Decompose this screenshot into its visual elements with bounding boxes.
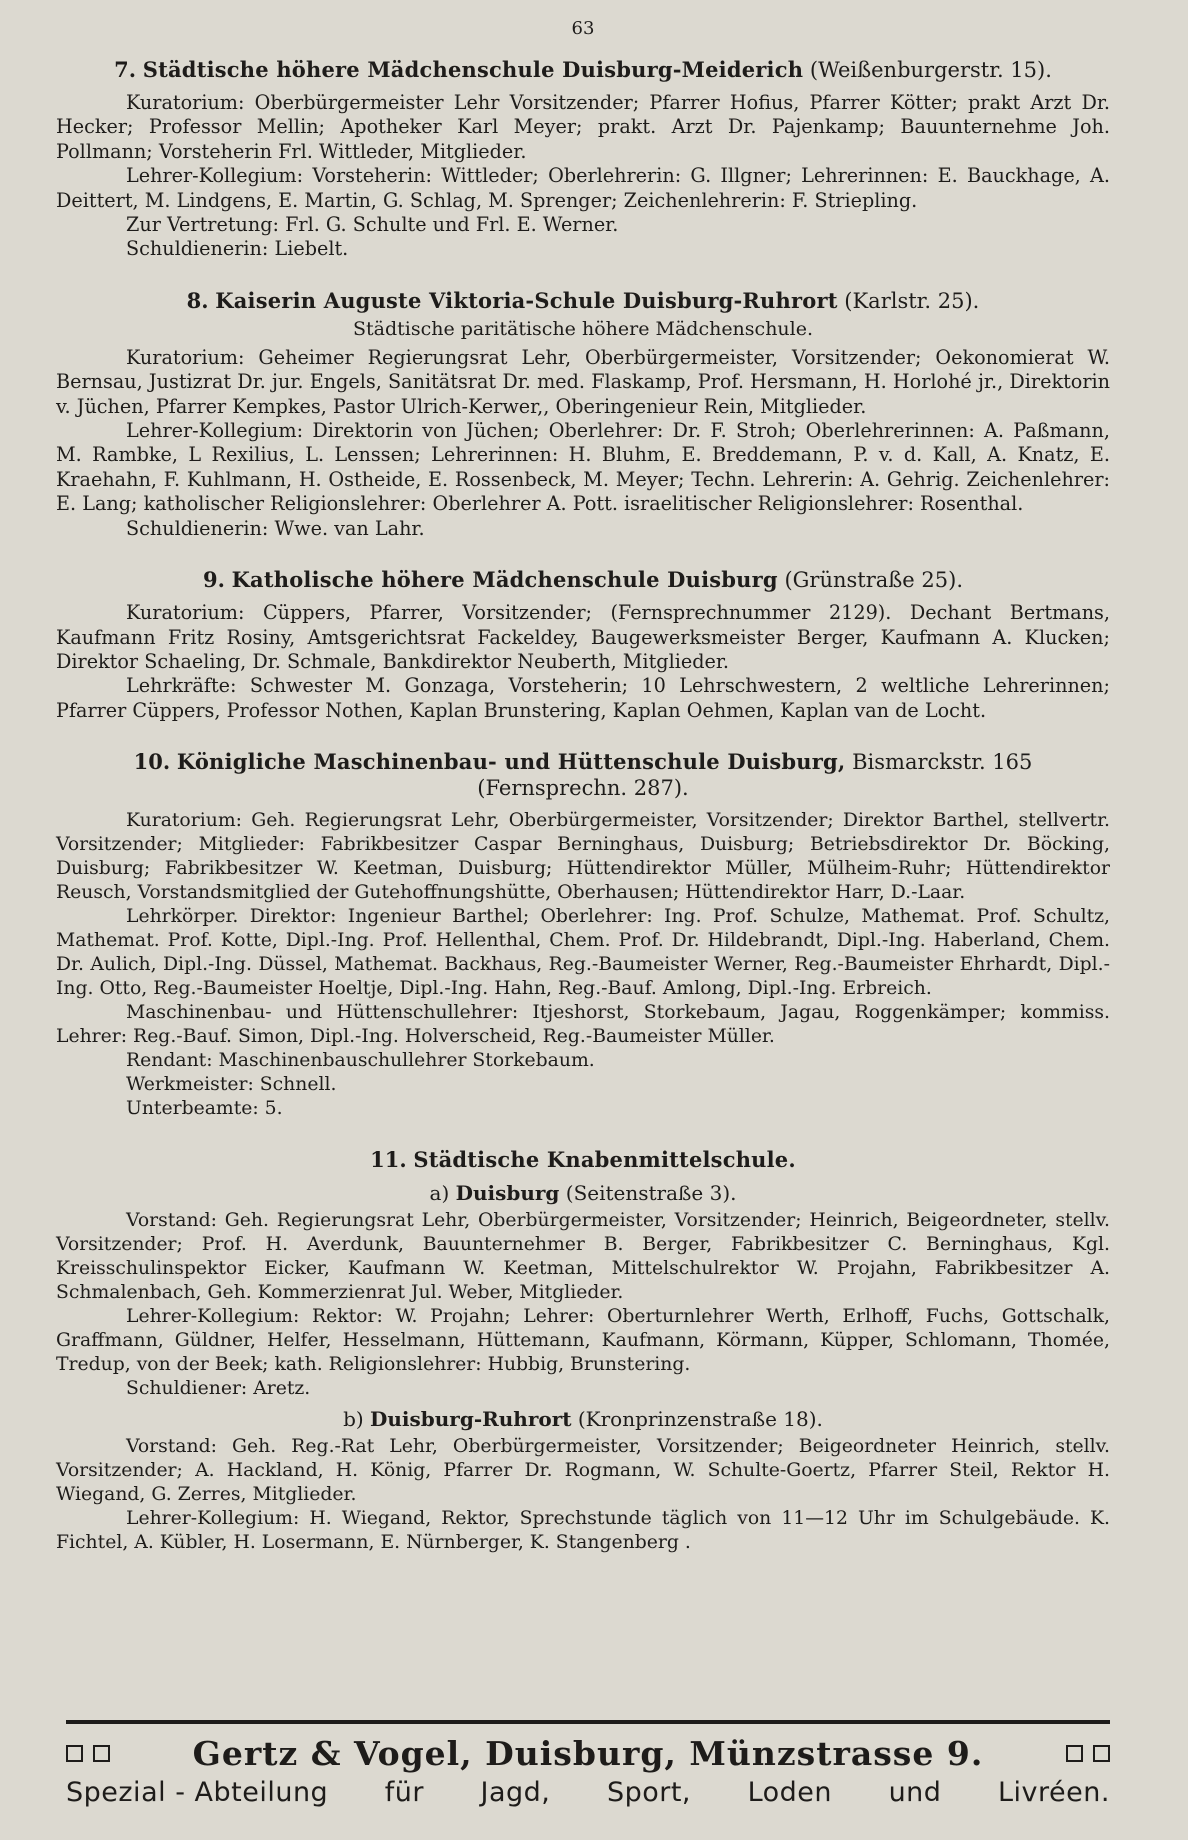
school-address: (Grünstraße 25). bbox=[784, 568, 964, 593]
subsection-name: Duisburg bbox=[455, 1181, 560, 1206]
section-8 bbox=[56, 288, 1110, 541]
schuldienerin-paragraph: Schuldienerin: Wwe. van Lahr. bbox=[126, 516, 425, 540]
kollegium-paragraph: Lehrer-Kollegium: Rektor: W. Projahn; Lehrer: Oberturnlehrer Werth, Erlhoff, Fuchs, Gottschalk, Graffmann, Güldner, Helfer, Hesselmann, Hüttemann, Kaufmann, Körmann, Küpper, Schlomann, Thomée, Tredup, von der Beek; kath. Religionslehrer: Hubbig, Brunstering. bbox=[56, 1306, 1110, 1376]
section-11 bbox=[56, 1147, 1110, 1555]
section-9 bbox=[56, 567, 1110, 723]
square-ornament-icon bbox=[1093, 1745, 1110, 1762]
tagline-word: Loden bbox=[747, 1777, 833, 1808]
school-name: Katholische höhere Mädchenschule Duisburg bbox=[231, 567, 778, 593]
section-number: 10. bbox=[133, 749, 171, 775]
subsection-a-heading bbox=[56, 1181, 1110, 1205]
section-number: 7. bbox=[114, 57, 137, 82]
advertisement-headline bbox=[66, 1734, 1110, 1773]
subsection-name: Duisburg-Ruhrort bbox=[370, 1407, 572, 1432]
box-ornaments-left bbox=[66, 1745, 110, 1762]
page-number: 63 bbox=[571, 18, 595, 39]
kuratorium-paragraph: Kuratorium: Oberbürgermeister Lehr Vorsitzender; Pfarrer Hofius, Pfarrer Kötter; prakt Arzt Dr. Hecker; Professor Mellin; Apotheker Karl Meyer; prakt. Arzt Dr. Pajenkamp; Bauunternehme Joh. Pollmann; Vorsteherin Frl. Wittleder, Mitglieder. bbox=[56, 91, 1110, 163]
school-address: Bismarckstr. 165 (Fernsprechn. 287). bbox=[477, 750, 1033, 801]
schuldienerin-paragraph: Schuldienerin: Liebelt. bbox=[126, 237, 349, 261]
school-name: Städtische höhere Mädchenschule Duisburg-Meiderich bbox=[142, 57, 804, 82]
schuldiener-paragraph: Schuldiener: Aretz. bbox=[126, 1378, 311, 1400]
advertisement-tagline bbox=[66, 1777, 1110, 1808]
werkmeister-paragraph: Werkmeister: Schnell. bbox=[126, 1074, 337, 1096]
school-name: Kaiserin Auguste Viktoria-Schule Duisburg-Ruhrort bbox=[215, 287, 838, 313]
kuratorium-paragraph: Kuratorium: Geh. Regierungsrat Lehr, Oberbürgermeister, Vorsitzender; Direktor Barthel, stellvertr. Vorsitzender; Mitglieder: Fabrikbesitzer Caspar Berninghaus, Duisburg; Betriebsdirektor Dr. Böcking, Duisburg; Fabrikbesitzer W. Keetman, Duisburg; Hüttendirektor Müller, Mülheim-Ruhr; Hüttendirektor Reusch, Vorstandsmitglied der Gutehoffnungshütte, Oberhausen; Hüttendirektor Harr, D.-Laar. bbox=[56, 810, 1110, 904]
section-8-heading bbox=[56, 288, 1110, 314]
advertiser-name: Gertz & Vogel, Duisburg, Münzstrasse 9. bbox=[192, 1734, 984, 1773]
subsection-label: a) bbox=[429, 1181, 450, 1206]
square-ornament-icon bbox=[93, 1745, 110, 1762]
tagline-word: Jagd, bbox=[480, 1777, 551, 1808]
tagline-word: Livréen. bbox=[997, 1777, 1110, 1808]
lehrkoerper-paragraph: Lehrkörper. Direktor: Ingenieur Barthel; Oberlehrer: Ing. Prof. Schulze, Mathemat. Prof. Schultz, Mathemat. Prof. Kotte, Dipl.-Ing. Prof. Hellenthal, Chem. Prof. Dr. Hildebrandt, Dipl.-Ing. Haberland, Chem. Dr. Aulich, Dipl.-Ing. Düssel, Mathemat. Backhaus, Reg.-Baumeister Werner, Reg.-Baumeister Ehrhardt, Dipl.-Ing. Otto, Reg.-Baumeister Hoeltje, Dipl.-Ing. Hahn, Reg.-Bauf. Amlong, Dipl.-Ing. Erbreich. bbox=[56, 906, 1110, 1000]
section-7-heading bbox=[56, 57, 1110, 83]
kuratorium-paragraph: Kuratorium: Cüppers, Pfarrer, Vorsitzender; (Fernsprechnummer 2129). Dechant Bertmans, Kaufmann Fritz Rosiny, Amtsgerichtsrat Fackeldey, Baugewerksmeister Berger, Kaufmann A. Klucken; Direktor Schaeling, Dr. Schmale, Bankdirektor Neuberth, Mitglieder. bbox=[56, 601, 1110, 673]
school-address: (Weißenburgerstr. 15). bbox=[809, 58, 1052, 82]
school-name: Königliche Maschinenbau- und Hüttenschule Duisburg, bbox=[176, 749, 846, 775]
school-address: (Karlstr. 25). bbox=[844, 288, 980, 313]
school-subtitle: Städtische paritätische höhere Mädchenschule. bbox=[352, 317, 814, 340]
section-10-heading bbox=[56, 749, 1110, 801]
section-number: 8. bbox=[186, 287, 209, 313]
kuratorium-paragraph: Kuratorium: Geheimer Regierungsrat Lehr, Oberbürgermeister, Vorsitzender; Oekonomierat W. Bernsau, Justizrat Dr. jur. Engels, Sanitätsrat Dr. med. Flaskamp, Prof. Hersmann, H. Horlohé jr., Direktorin v. Jüchen, Pfarrer Kempkes, Pastor Ulrich-Kerwer,, Oberingenieur Rein, Mitglieder. bbox=[56, 345, 1110, 418]
section-number: 11. bbox=[370, 1147, 407, 1173]
kollegium-paragraph: Lehrer-Kollegium: Direktorin von Jüchen; Oberlehrer: Dr. F. Stroh; Oberlehrerinnen: A. Paßmann, M. Rambke, L Rexilius, L. Lenssen; Lehrerinnen: H. Bluhm, E. Breddemann, P. v. d. Kall, A. Knatz, E. Kraehahn, F. Kuhlmann, H. Ostheide, E. Rossenbeck, M. Meyer; Techn. Lehrerin: A. Gehrig. Zeichenlehrer: E. Lang; katholischer Religionslehrer: Oberlehrer A. Pott. israelitischer Religionslehrer: Rosenthal. bbox=[56, 419, 1110, 516]
lehrkraefte-paragraph: Lehrkräfte: Schwester M. Gonzaga, Vorsteherin; 10 Lehrschwestern, 2 weltliche Lehrerinnen; Pfarrer Cüppers, Professor Nothen, Kaplan Brunstering, Kaplan Oehmen, Kaplan van de Locht. bbox=[56, 674, 1110, 722]
section-7 bbox=[56, 57, 1110, 262]
maschinenbau-paragraph: Maschinenbau- und Hüttenschullehrer: Itjeshorst, Storkebaum, Jagau, Roggenkämper; kommiss. Lehrer: Reg.-Bauf. Simon, Dipl.-Ing. Holverscheid, Reg.-Baumeister Müller. bbox=[56, 1002, 1110, 1048]
square-ornament-icon bbox=[1066, 1745, 1083, 1762]
tagline-word: und bbox=[888, 1777, 942, 1808]
section-11-heading bbox=[56, 1147, 1110, 1173]
subsection-address: (Kronprinzenstraße 18). bbox=[577, 1407, 823, 1432]
rendant-paragraph: Rendant: Maschinenbauschullehrer Storkebaum. bbox=[126, 1050, 595, 1072]
square-ornament-icon bbox=[66, 1745, 83, 1762]
unterbeamte-paragraph: Unterbeamte: 5. bbox=[126, 1098, 283, 1120]
advertisement bbox=[66, 1720, 1110, 1808]
tagline-word: Spezial - Abteilung bbox=[66, 1777, 329, 1808]
vorstand-paragraph: Vorstand: Geh. Reg.-Rat Lehr, Oberbürgermeister, Vorsitzender; Beigeordneter Heinrich, stellv. Vorsitzender; A. Hackland, H. König, Pfarrer Dr. Rogmann, W. Schulte-Goertz, Pfarrer Steil, Rektor H. Wiegand, G. Zerres, Mitglieder. bbox=[56, 1436, 1110, 1506]
school-name: Städtische Knabenmittelschule. bbox=[413, 1147, 796, 1173]
subsection-address: (Seitenstraße 3). bbox=[565, 1181, 737, 1206]
section-9-heading bbox=[56, 567, 1110, 593]
kollegium-paragraph: Lehrer-Kollegium: Vorsteherin: Wittleder; Oberlehrerin: G. Illgner; Lehrerinnen: E. Bauckhage, A. Deittert, M. Lindgens, E. Martin, G. Schlag, M. Sprenger; Zeichenlehrerin: F. Striepling. bbox=[56, 164, 1110, 212]
tagline-word: für bbox=[384, 1777, 424, 1808]
vertretung-paragraph: Zur Vertretung: Frl. G. Schulte und Frl. E. Werner. bbox=[126, 213, 619, 237]
subsection-label: b) bbox=[343, 1407, 364, 1432]
tagline-word: Sport, bbox=[606, 1777, 692, 1808]
box-ornaments-right bbox=[1066, 1745, 1110, 1762]
section-number: 9. bbox=[202, 567, 225, 593]
kollegium-paragraph: Lehrer-Kollegium: H. Wiegand, Rektor, Sprechstunde täglich von 11—12 Uhr im Schulgebäude. K. Fichtel, A. Kübler, H. Losermann, E. Nürnberger, K. Stangenberg . bbox=[56, 1508, 1110, 1554]
subsection-b-heading bbox=[56, 1407, 1110, 1431]
vorstand-paragraph: Vorstand: Geh. Regierungsrat Lehr, Oberbürgermeister, Vorsitzender; Heinrich, Beigeordneter, stellv. Vorsitzender; Prof. H. Averdunk, Bauunternehmer B. Berger, Fabrikbesitzer C. Berninghaus, Kgl. Kreisschulinspektor Eicker, Kaufmann W. Keetman, Mittelschulrektor W. Projahn, Fabrikbesitzer A. Schmalenbach, Geh. Kommerzienrat Jul. Weber, Mitglieder. bbox=[56, 1210, 1110, 1304]
section-10 bbox=[56, 749, 1110, 1121]
